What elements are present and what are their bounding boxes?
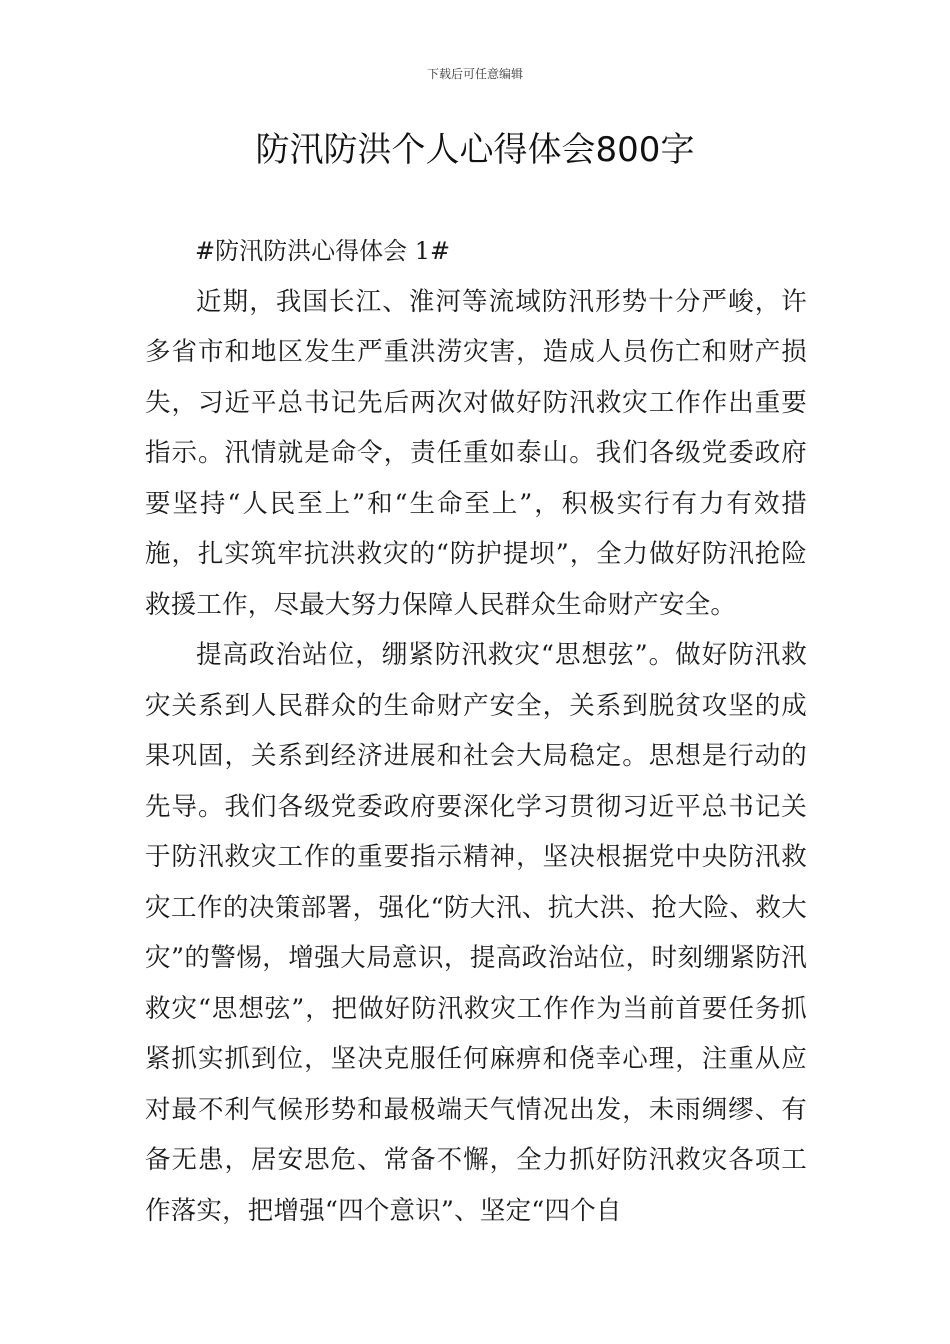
header-note: 下载后可任意编辑 [426, 67, 523, 81]
paragraph-2: 提高政治站位，绷紧防汛救灾“思想弦”。做好防汛救灾关系到人民群众的生命财产安全，关系到脱贫攻坚的成果巩固，关系到经济进展和社会大局稳定。思想是行动的先导。我们各级党委政府要深化学习贯彻习近平总书记关于防汛救灾工作的重要指示精神，坚决根据党中央防汛救灾工作的决策部署，强化“防大汛、抗大洪、抢大险、救大灾”的警惕，增强大局意识，提高政治站位，时刻绷紧防汛救灾“思想弦”，把做好防汛救灾工作作为当前首要任务抓紧抓实抓到位，坚决克服任何麻痹和侥幸心理，注重从应对最不利气候形势和最极端天气情况出发，未雨绸缪、有备无患，居安思危、常备不懈，全力抓好防汛救灾各项工作落实，把增强“四个意识”、坚定“四个自 [145, 640, 807, 1226]
document-title: 防汛防洪个人心得体会800字 [255, 130, 695, 170]
section-heading: #防汛防洪心得体会 1# [195, 237, 451, 265]
paragraph-1: 近期，我国长江、淮河等流域防汛形势十分严峻，许多省市和地区发生严重洪涝灾害，造成人员伤亡和财产损失，习近平总书记先后两次对做好防汛救灾工作作出重要指示。汛情就是命令，责任重如泰山。我们各级党委政府要坚持“人民至上”和“生命至上”，积极实行有力有效措施，扎实筑牢抗洪救灾的“防护提坝”，全力做好防汛抢险救援工作，尽最大努力保障人民群众生命财产安全。 [145, 286, 807, 620]
document-body [145, 226, 807, 1236]
